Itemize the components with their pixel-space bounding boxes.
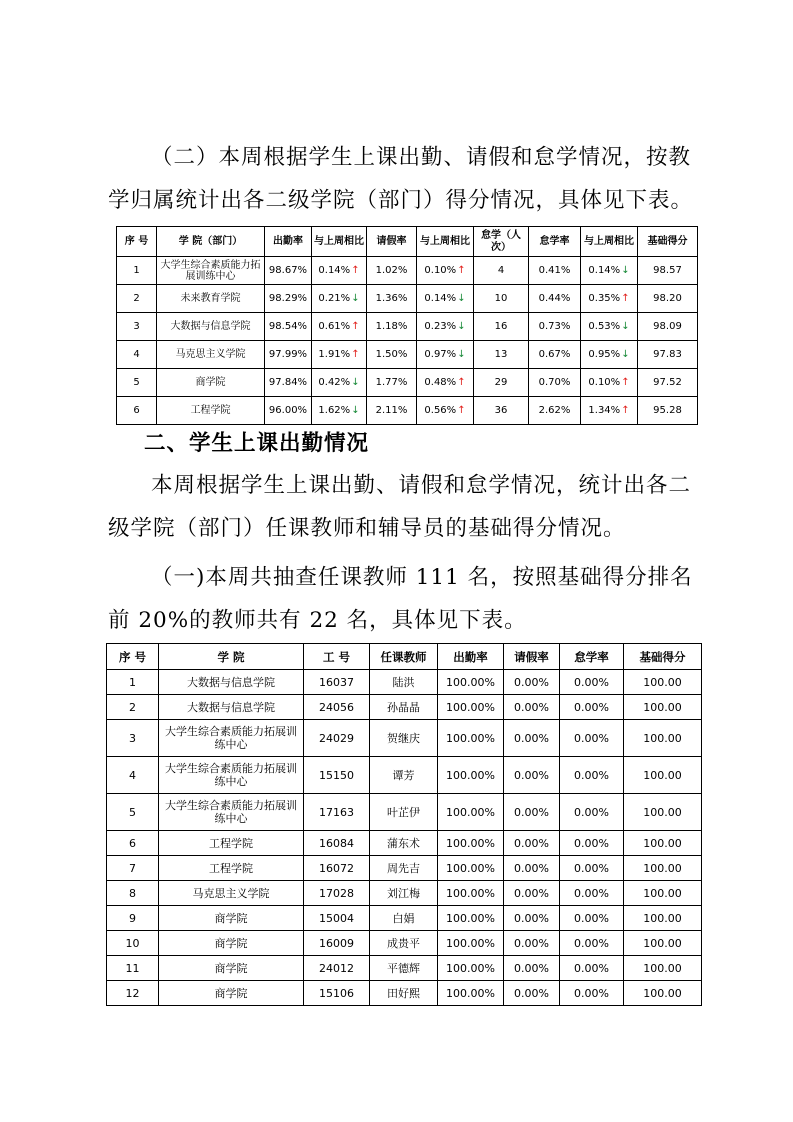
- base-score: 100.00: [624, 906, 702, 931]
- leave-rate: 0.00%: [504, 720, 560, 757]
- employee-id: 15004: [304, 906, 370, 931]
- leave-rate: 1.36%: [367, 285, 417, 313]
- truancy-change: [581, 257, 638, 285]
- change-value: 0.56%: [424, 405, 457, 416]
- truancy-rate: 0.00%: [560, 757, 624, 794]
- leave-rate: 1.77%: [367, 369, 417, 397]
- teacher-name: 周先吉: [370, 856, 438, 881]
- arrow-up-icon: ↑: [621, 377, 630, 388]
- row-number: 10: [107, 931, 159, 956]
- truancy-rate: 2.62%: [529, 397, 581, 425]
- table-row: [107, 956, 702, 981]
- truancy-rate: 0.00%: [560, 831, 624, 856]
- employee-id: 16037: [304, 670, 370, 695]
- row-number: 12: [107, 981, 159, 1006]
- arrow-up-icon: ↑: [457, 405, 466, 416]
- truancy-change: [581, 369, 638, 397]
- attendance-rate: 98.54%: [265, 313, 312, 341]
- leave-rate: 0.00%: [504, 856, 560, 881]
- employee-id: 16072: [304, 856, 370, 881]
- table-row: [107, 720, 702, 757]
- attendance-rate: 100.00%: [438, 956, 504, 981]
- column-header: 序 号: [117, 227, 157, 257]
- leave-rate: 0.00%: [504, 695, 560, 720]
- attendance-change: [312, 341, 367, 369]
- base-score: 98.09: [638, 313, 698, 341]
- attendance-change: [312, 397, 367, 425]
- column-header: 出勤率: [265, 227, 312, 257]
- leave-rate: 2.11%: [367, 397, 417, 425]
- college-name: 大学生综合素质能力拓展训练中心: [159, 794, 304, 831]
- base-score: 100.00: [624, 881, 702, 906]
- truancy-rate: 0.44%: [529, 285, 581, 313]
- leave-rate: 0.00%: [504, 956, 560, 981]
- base-score: 97.52: [638, 369, 698, 397]
- row-number: 3: [117, 313, 157, 341]
- college-name: 未来教育学院: [157, 285, 265, 313]
- column-header: 任课教师: [370, 644, 438, 670]
- row-number: 2: [107, 695, 159, 720]
- change-value: 0.10%: [588, 377, 621, 388]
- arrow-down-icon: ↓: [457, 293, 466, 304]
- truancy-rate: 0.00%: [560, 856, 624, 881]
- teacher-name: 叶芷伊: [370, 794, 438, 831]
- truancy-rate: 0.00%: [560, 794, 624, 831]
- truancy-rate: 0.00%: [560, 695, 624, 720]
- table-row: [107, 695, 702, 720]
- intro-paragraph: （二）本周根据学生上课出勤、请假和怠学情况，按教学归属统计出各二级学院（部门）得分情况，具体见下表。: [108, 145, 694, 213]
- table-row: [107, 831, 702, 856]
- college-score-table: [116, 226, 698, 425]
- truancy-rate: 0.00%: [560, 906, 624, 931]
- leave-change: [417, 341, 474, 369]
- teacher-name: 刘江梅: [370, 881, 438, 906]
- truancy-rate: 0.00%: [560, 981, 624, 1006]
- leave-change: [417, 397, 474, 425]
- college-name: 商学院: [159, 956, 304, 981]
- table-row: [107, 981, 702, 1006]
- teacher-count-paragraph: （一)本周共抽查任课教师 111 名，按照基础得分排名前 20%的教师共有 22 名，具体见下表。: [108, 565, 693, 633]
- college-name: 大数据与信息学院: [157, 313, 265, 341]
- employee-id: 17028: [304, 881, 370, 906]
- column-header: 与上周相比: [581, 227, 638, 257]
- leave-rate: 0.00%: [504, 757, 560, 794]
- truancy-change: [581, 397, 638, 425]
- truancy-change: [581, 313, 638, 341]
- employee-id: 15106: [304, 981, 370, 1006]
- attendance-rate: 98.29%: [265, 285, 312, 313]
- employee-id: 15150: [304, 757, 370, 794]
- leave-change: [417, 257, 474, 285]
- attendance-rate: 100.00%: [438, 794, 504, 831]
- change-value: 0.48%: [424, 377, 457, 388]
- row-number: 5: [117, 369, 157, 397]
- truancy-rate: 0.67%: [529, 341, 581, 369]
- leave-rate: 0.00%: [504, 981, 560, 1006]
- row-number: 4: [107, 757, 159, 794]
- arrow-up-icon: ↑: [351, 321, 360, 332]
- table-row: [117, 257, 698, 285]
- college-name: 工程学院: [159, 831, 304, 856]
- attendance-rate: 100.00%: [438, 856, 504, 881]
- change-value: 0.14%: [424, 293, 457, 304]
- leave-rate: 0.00%: [504, 831, 560, 856]
- arrow-up-icon: ↑: [457, 265, 466, 276]
- arrow-down-icon: ↓: [351, 405, 360, 416]
- base-score: 100.00: [624, 831, 702, 856]
- row-number: 6: [107, 831, 159, 856]
- college-name: 工程学院: [159, 856, 304, 881]
- base-score: 100.00: [624, 794, 702, 831]
- table-row: [107, 931, 702, 956]
- table-row: [117, 397, 698, 425]
- change-value: 0.21%: [318, 293, 351, 304]
- leave-rate: 0.00%: [504, 794, 560, 831]
- table-row: [107, 794, 702, 831]
- truancy-count: 36: [474, 397, 529, 425]
- attendance-rate: 100.00%: [438, 757, 504, 794]
- college-name: 工程学院: [157, 397, 265, 425]
- base-score: 95.28: [638, 397, 698, 425]
- change-value: 0.10%: [424, 265, 457, 276]
- column-header: 请假率: [367, 227, 417, 257]
- truancy-rate: 0.00%: [560, 931, 624, 956]
- change-value: 0.14%: [588, 265, 621, 276]
- truancy-change: [581, 285, 638, 313]
- column-header: 工 号: [304, 644, 370, 670]
- change-value: 0.35%: [588, 293, 621, 304]
- attendance-rate: 100.00%: [438, 931, 504, 956]
- row-number: 3: [107, 720, 159, 757]
- truancy-rate: 0.00%: [560, 956, 624, 981]
- row-number: 2: [117, 285, 157, 313]
- college-name: 大学生综合素质能力拓展训练中心: [159, 757, 304, 794]
- truancy-rate: 0.00%: [560, 720, 624, 757]
- teacher-name: 孙晶晶: [370, 695, 438, 720]
- table-row: [117, 369, 698, 397]
- truancy-count: 10: [474, 285, 529, 313]
- college-name: 马克思主义学院: [157, 341, 265, 369]
- college-name: 商学院: [159, 931, 304, 956]
- change-value: 1.62%: [318, 405, 351, 416]
- teacher-name: 蒲东术: [370, 831, 438, 856]
- leave-rate: 0.00%: [504, 906, 560, 931]
- employee-id: 24029: [304, 720, 370, 757]
- leave-change: [417, 313, 474, 341]
- column-header: 基础得分: [624, 644, 702, 670]
- change-value: 0.23%: [424, 321, 457, 332]
- college-name: 大数据与信息学院: [159, 695, 304, 720]
- teacher-name: 田好熙: [370, 981, 438, 1006]
- arrow-down-icon: ↓: [351, 293, 360, 304]
- arrow-down-icon: ↓: [621, 349, 630, 360]
- arrow-down-icon: ↓: [457, 321, 466, 332]
- table-row: [107, 856, 702, 881]
- attendance-rate: 100.00%: [438, 906, 504, 931]
- table-row: [107, 670, 702, 695]
- table-row: [117, 341, 698, 369]
- base-score: 100.00: [624, 720, 702, 757]
- column-header: 基础得分: [638, 227, 698, 257]
- attendance-change: [312, 369, 367, 397]
- row-number: 1: [117, 257, 157, 285]
- table-row: [107, 881, 702, 906]
- leave-rate: 1.18%: [367, 313, 417, 341]
- column-header: 出勤率: [438, 644, 504, 670]
- leave-rate: 1.02%: [367, 257, 417, 285]
- leave-change: [417, 369, 474, 397]
- table-row: [117, 313, 698, 341]
- college-name: 马克思主义学院: [159, 881, 304, 906]
- truancy-rate: 0.00%: [560, 670, 624, 695]
- leave-rate: 0.00%: [504, 931, 560, 956]
- section-heading: 二、学生上课出勤情况: [144, 431, 370, 456]
- college-name: 大学生综合素质能力拓展训练中心: [159, 720, 304, 757]
- change-value: 0.14%: [318, 265, 351, 276]
- column-header: 序 号: [107, 644, 159, 670]
- employee-id: 24056: [304, 695, 370, 720]
- truancy-change: [581, 341, 638, 369]
- column-header: 请假率: [504, 644, 560, 670]
- attendance-rate: 100.00%: [438, 881, 504, 906]
- attendance-change: [312, 285, 367, 313]
- college-name: 大学生综合素质能力拓展训练中心: [157, 257, 265, 285]
- change-value: 0.95%: [588, 349, 621, 360]
- column-header: 怠学（人次）: [474, 227, 529, 257]
- employee-id: 16009: [304, 931, 370, 956]
- teacher-name: 陆洪: [370, 670, 438, 695]
- attendance-rate: 100.00%: [438, 831, 504, 856]
- base-score: 100.00: [624, 956, 702, 981]
- truancy-rate: 0.00%: [560, 881, 624, 906]
- change-value: 0.42%: [318, 377, 351, 388]
- college-name: 商学院: [159, 981, 304, 1006]
- leave-rate: 0.00%: [504, 670, 560, 695]
- teacher-name: 成贵平: [370, 931, 438, 956]
- truancy-count: 13: [474, 341, 529, 369]
- attendance-rate: 100.00%: [438, 720, 504, 757]
- arrow-up-icon: ↑: [621, 293, 630, 304]
- teacher-name: 贺继庆: [370, 720, 438, 757]
- table-row: [107, 906, 702, 931]
- attendance-change: [312, 257, 367, 285]
- leave-rate: 1.50%: [367, 341, 417, 369]
- arrow-down-icon: ↓: [351, 377, 360, 388]
- table-header-row: [117, 227, 698, 257]
- leave-rate: 0.00%: [504, 881, 560, 906]
- table-row: [107, 757, 702, 794]
- truancy-count: 16: [474, 313, 529, 341]
- row-number: 9: [107, 906, 159, 931]
- teacher-name: 谭芳: [370, 757, 438, 794]
- attendance-rate: 100.00%: [438, 981, 504, 1006]
- truancy-rate: 0.73%: [529, 313, 581, 341]
- base-score: 100.00: [624, 670, 702, 695]
- arrow-up-icon: ↑: [621, 405, 630, 416]
- row-number: 7: [107, 856, 159, 881]
- body-paragraph: 本周根据学生上课出勤、请假和怠学情况，统计出各二级学院（部门）任课教师和辅导员的基础得分情况。: [108, 473, 692, 541]
- employee-id: 17163: [304, 794, 370, 831]
- arrow-down-icon: ↓: [457, 349, 466, 360]
- row-number: 5: [107, 794, 159, 831]
- arrow-down-icon: ↓: [621, 265, 630, 276]
- attendance-change: [312, 313, 367, 341]
- column-header: 与上周相比: [417, 227, 474, 257]
- truancy-rate: 0.70%: [529, 369, 581, 397]
- attendance-rate: 98.67%: [265, 257, 312, 285]
- base-score: 98.20: [638, 285, 698, 313]
- base-score: 98.57: [638, 257, 698, 285]
- attendance-rate: 100.00%: [438, 695, 504, 720]
- table-row: [117, 285, 698, 313]
- college-name: 大数据与信息学院: [159, 670, 304, 695]
- row-number: 8: [107, 881, 159, 906]
- truancy-count: 29: [474, 369, 529, 397]
- attendance-rate: 96.00%: [265, 397, 312, 425]
- arrow-up-icon: ↑: [351, 349, 360, 360]
- attendance-rate: 97.84%: [265, 369, 312, 397]
- base-score: 100.00: [624, 757, 702, 794]
- base-score: 100.00: [624, 931, 702, 956]
- table-header-row: [107, 644, 702, 670]
- attendance-rate: 97.99%: [265, 341, 312, 369]
- column-header: 学 院: [159, 644, 304, 670]
- column-header: 学 院（部门）: [157, 227, 265, 257]
- change-value: 0.61%: [318, 321, 351, 332]
- base-score: 100.00: [624, 856, 702, 881]
- employee-id: 24012: [304, 956, 370, 981]
- college-name: 商学院: [157, 369, 265, 397]
- college-name: 商学院: [159, 906, 304, 931]
- arrow-down-icon: ↓: [621, 321, 630, 332]
- truancy-rate: 0.41%: [529, 257, 581, 285]
- attendance-rate: 100.00%: [438, 670, 504, 695]
- change-value: 1.91%: [318, 349, 351, 360]
- arrow-up-icon: ↑: [351, 265, 360, 276]
- base-score: 100.00: [624, 981, 702, 1006]
- leave-change: [417, 285, 474, 313]
- row-number: 4: [117, 341, 157, 369]
- truancy-count: 4: [474, 257, 529, 285]
- row-number: 6: [117, 397, 157, 425]
- teacher-score-table: [106, 643, 702, 1006]
- base-score: 97.83: [638, 341, 698, 369]
- column-header: 怠学率: [560, 644, 624, 670]
- arrow-up-icon: ↑: [457, 377, 466, 388]
- column-header: 与上周相比: [312, 227, 367, 257]
- change-value: 1.34%: [588, 405, 621, 416]
- teacher-name: 白娟: [370, 906, 438, 931]
- row-number: 1: [107, 670, 159, 695]
- change-value: 0.53%: [588, 321, 621, 332]
- employee-id: 16084: [304, 831, 370, 856]
- change-value: 0.97%: [424, 349, 457, 360]
- base-score: 100.00: [624, 695, 702, 720]
- row-number: 11: [107, 956, 159, 981]
- teacher-name: 平德辉: [370, 956, 438, 981]
- column-header: 怠学率: [529, 227, 581, 257]
